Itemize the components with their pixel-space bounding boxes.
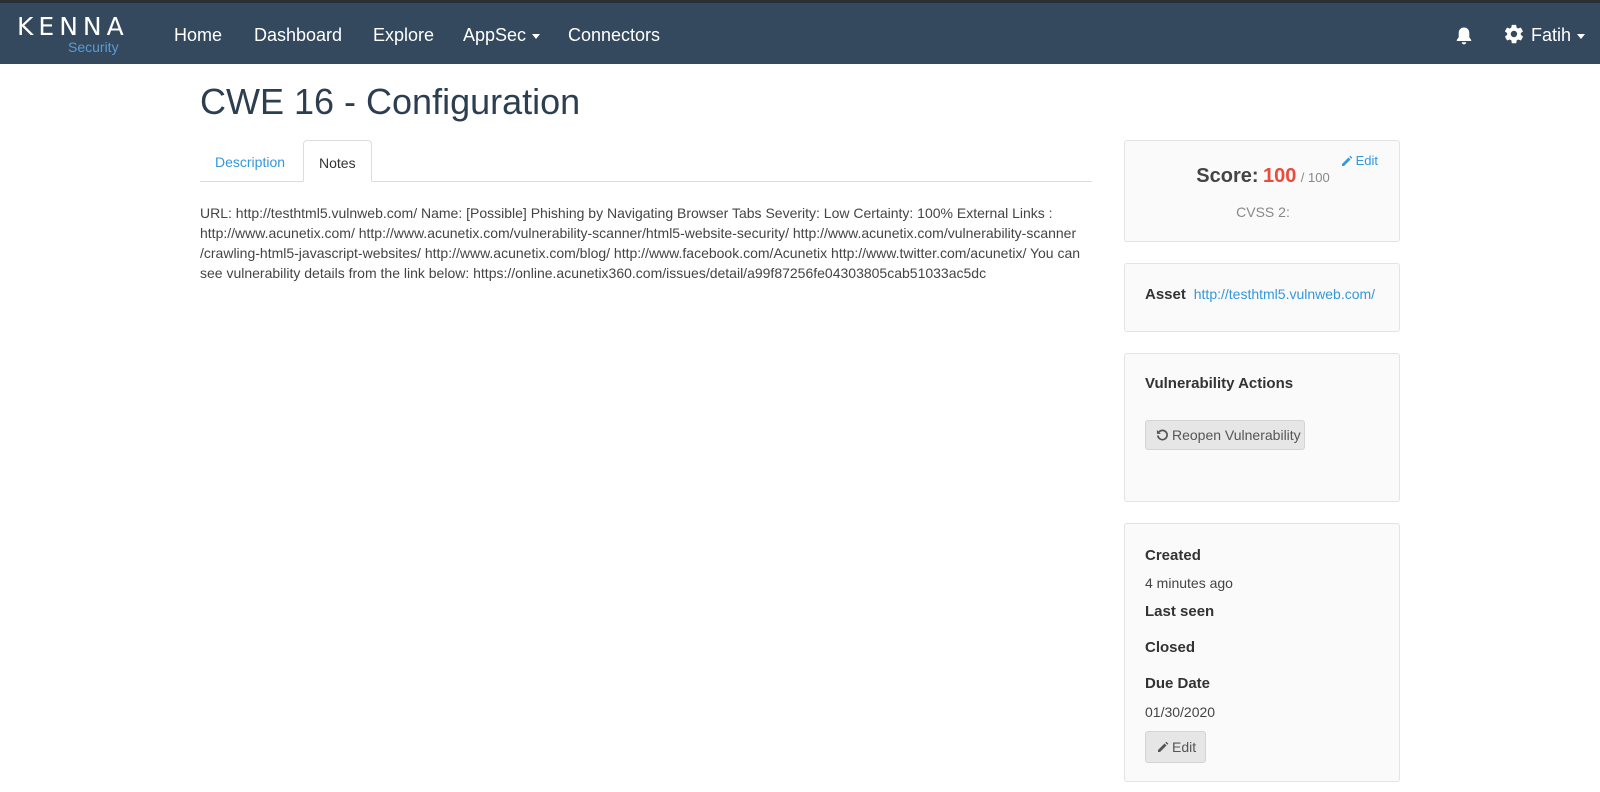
nav-dashboard[interactable]: Dashboard <box>254 25 343 45</box>
nav-connectors[interactable]: Connectors <box>568 25 661 45</box>
kenna-logo[interactable] <box>17 12 127 56</box>
score-panel <box>1124 140 1400 242</box>
nav-appsec-label: AppSec <box>463 25 527 45</box>
page-title: CWE 16 - Configuration <box>200 81 581 122</box>
vulnerability-actions-title: Vulnerability Actions <box>1145 375 1294 392</box>
logo-wordmark: KENNA <box>17 12 129 41</box>
score-line <box>1125 165 1401 188</box>
bell-icon[interactable] <box>1455 26 1473 46</box>
last-seen-label: Last seen <box>1145 603 1215 620</box>
reopen-vulnerability-label: Reopen Vulnerability <box>1172 427 1301 443</box>
score-value: 100 <box>1262 165 1297 187</box>
pencil-icon <box>1157 741 1169 753</box>
asset-line <box>1145 286 1375 303</box>
nav-home[interactable]: Home <box>174 25 223 45</box>
nav-appsec[interactable] <box>463 25 540 46</box>
chevron-down-icon <box>532 34 540 39</box>
gear-icon <box>1503 23 1525 45</box>
created-label: Created <box>1145 547 1201 564</box>
score-max: / 100 <box>1300 170 1330 185</box>
closed-label: Closed <box>1145 639 1196 656</box>
score-label: Score: <box>1196 165 1259 187</box>
tab-description[interactable]: Description <box>215 154 286 170</box>
chevron-down-icon <box>1577 34 1585 39</box>
tab-bar <box>200 140 1092 182</box>
asset-panel <box>1124 263 1400 332</box>
notes-content: URL: http://testhtml5.vulnweb.com/ Name: [Possible] Phishing by Navigating Browser Tabs Severity: Low Certainty: 100% External Links : http://www.acunetix.com/ http://www.acunetix.com/vulnerability-scanner/html5-website-security/ http://www.acunetix.com/vulnerability-scanner /crawling-html5-javascript-websites/ http://www.acunetix.com/blog/ http://www.facebook.com/Acunetix http://www.twitter.com/acunetix/ You can see vulnerability details from the link below: https://online.acunetix360.com/issues/detail/a99f87256fe04303805cab51033ac5dc <box>200 205 1081 281</box>
logo-subtitle: Security <box>68 39 119 55</box>
dates-panel <box>1124 523 1400 782</box>
edit-score-label: Edit <box>1355 153 1378 168</box>
asset-label: Asset <box>1145 286 1186 303</box>
asset-link[interactable]: http://testhtml5.vulnweb.com/ <box>1193 286 1376 302</box>
reopen-vulnerability-button[interactable] <box>1145 420 1305 450</box>
nav-explore[interactable]: Explore <box>373 25 435 45</box>
user-name: Fatih <box>1531 25 1572 45</box>
created-value: 4 minutes ago <box>1145 575 1233 591</box>
undo-icon <box>1156 429 1169 442</box>
edit-due-date-button[interactable] <box>1145 731 1206 763</box>
tab-notes[interactable]: Notes <box>303 140 372 182</box>
edit-due-date-label: Edit <box>1172 739 1197 755</box>
cvss-label: CVSS 2: <box>1236 204 1290 220</box>
vulnerability-actions-panel <box>1124 353 1400 502</box>
due-date-label: Due Date <box>1145 675 1211 692</box>
top-navbar <box>0 0 1600 64</box>
due-date-value: 01/30/2020 <box>1145 704 1216 720</box>
